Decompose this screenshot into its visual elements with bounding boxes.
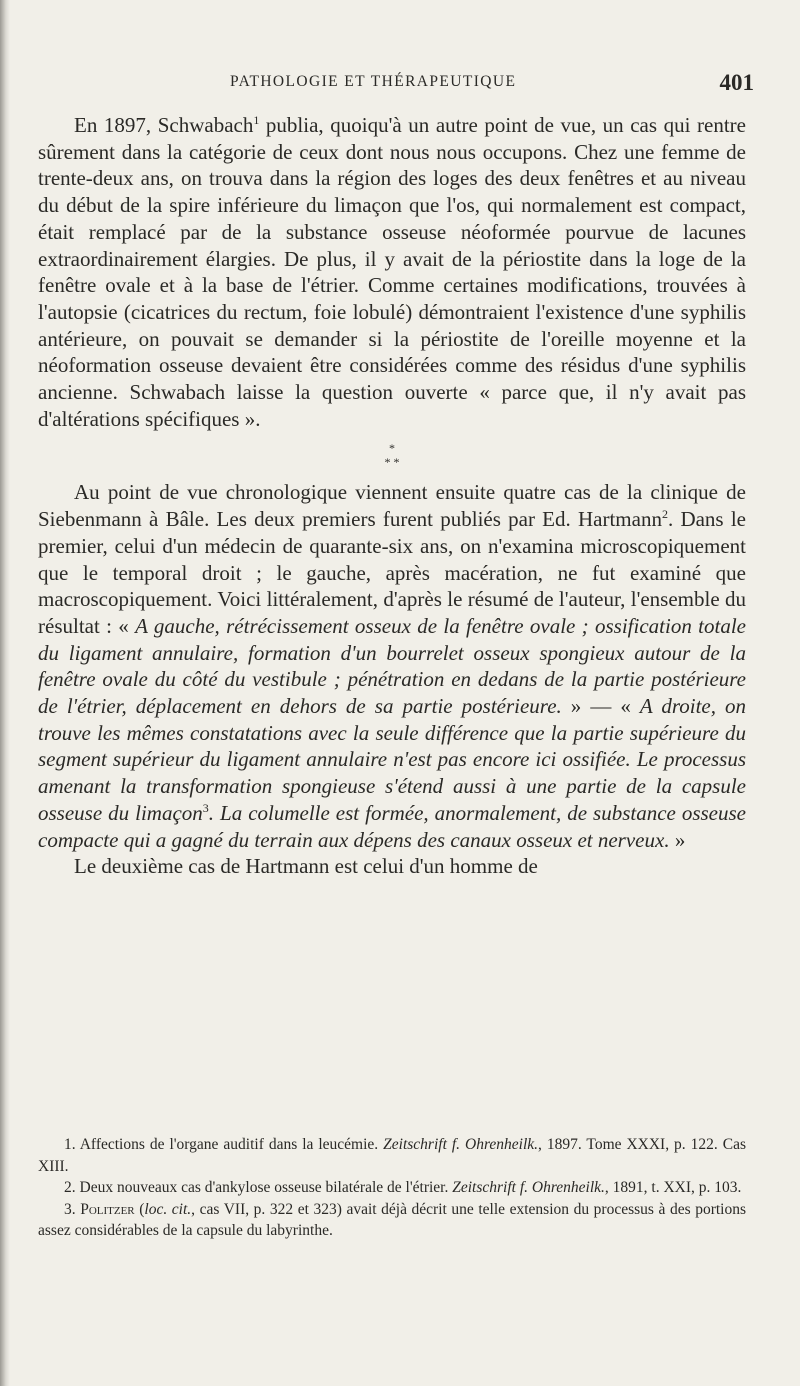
quote-close: » (669, 827, 686, 852)
quote-separator: » — « (561, 694, 640, 719)
paragraph-text: . Dans le premier, celui d'un médecin de quarante-six ans, on n'examina microscopiquement que le temporal droit ; le gauche, après macération, ne fut examiné que macroscopiquement. Voici littéralement, d'après le résumé de l'auteur, l'ensemble du résultat : « (38, 507, 746, 638)
footnote-number: 1. (64, 1136, 76, 1153)
footnote-2 (38, 1177, 746, 1199)
footnote-text: ( (134, 1200, 145, 1218)
footnotes (38, 1134, 746, 1242)
quote-right-ear: A droite, on trouve les mêmes constatations avec la seule différence que la partie supérieure du segment supérieur du ligament annulaire n'est pas encore ici ossifiée. Le processus amenant la transformation spongieuse s'étend aussi à une partie de la capsule osseuse du limaçon (38, 694, 746, 825)
footnote-text: , 1891, t. XXI, p. 103. (604, 1179, 742, 1196)
footnote-ref-1: 1 (253, 113, 260, 127)
quote-left-ear: A gauche, rétrécissement osseux de la fenêtre ovale ; ossification totale du ligament annulaire, formation d'un bourrelet osseux spongieux autour de la fenêtre ovale du côté du vestibule ; pénétration en dedans de la partie postérieure de l'étrier, déplacement en dehors de sa partie postérieure. (38, 613, 746, 719)
footnote-text: Deux nouveaux cas d'ankylose osseuse bilatérale de l'étrier. (75, 1179, 453, 1196)
footnote-number: 3. (64, 1200, 76, 1218)
footnote-text: Affections de l'organe auditif dans la leucémie. (75, 1136, 384, 1153)
footnote-ref-3: 3 (202, 800, 209, 815)
footnote-ref-2: 2 (661, 507, 668, 522)
paragraph-text: En 1897, Schwabach (74, 113, 254, 137)
paragraph-schwabach (38, 112, 746, 432)
footnote-text: , cas VII, p. 322 et 323) avait déjà décrit une telle extension du processus à des portions assez considérables de la capsule du labyrinthe. (38, 1200, 746, 1239)
citation-loc: loc. cit. (144, 1200, 192, 1218)
footnote-number: 2. (64, 1179, 76, 1196)
author-name: Politzer (80, 1200, 135, 1218)
journal-title: Zeitschrift f. Ohrenheilk. (383, 1136, 539, 1153)
book-spine-shadow (0, 0, 10, 1386)
paragraph-text: Au point de vue chronologique viennent ensuite quatre cas de la clinique de Siebenmann à Bâle. Les deux premiers furent publiés par Ed. Hartmann (38, 480, 746, 532)
footnote-1 (38, 1134, 746, 1177)
asterisk-bottom: * * (384, 455, 400, 470)
page-number: 401 (719, 70, 754, 95)
footnote-text: , 1897. Tome XXXI, p. 122. Cas XIII. (38, 1136, 746, 1175)
running-head: PATHOLOGIE ET THÉRAPEUTIQUE (230, 73, 517, 90)
paragraph-hartmann (38, 479, 746, 853)
asterisk-top: * (389, 441, 395, 456)
paragraph-text: publia, quoiqu'à un autre point de vue, un cas qui rentre sûrement dans la catégorie de ceux dont nous nous occupons. Chez une femme de trente-deux ans, on trouva dans la région des loges des deux fenêtres et au niveau du début de la spire inférieure du limaçon que l'os, qui normalement est compact, était remplacé par de la substance osseuse néoformée pourvue de lacunes extraordinairement élargies. De plus, il y avait de la périostite dans la loge de la fenêtre ovale et à la base de l'étrier. Comme certaines modifications, trouvées à l'autopsie (cicatrices du rectum, foie lobulé) démontraient l'existence d'une syphilis antérieure, on pouvait se demander si la périostite de l'oreille moyenne et la néoformation osseuse devaient être considérées comme des résidus d'une syphilis ancienne. Schwabach laisse la question ouverte « parce que, il n'y avait pas d'altérations spécifiques ». (38, 113, 746, 431)
body-text (38, 112, 746, 880)
book-page (38, 0, 754, 1386)
journal-title: Zeitschrift f. Ohrenheilk. (452, 1179, 605, 1196)
paragraph-second-case: Le deuxième cas de Hartmann est celui d'un homme de (74, 854, 538, 879)
quote-columella: . La columelle est formée, anormalement, de substance osseuse compacte qui a gagné du terrain aux dépens des canaux osseux et nerveux. (38, 800, 746, 852)
section-separator (38, 441, 746, 469)
footnote-3 (38, 1199, 746, 1242)
